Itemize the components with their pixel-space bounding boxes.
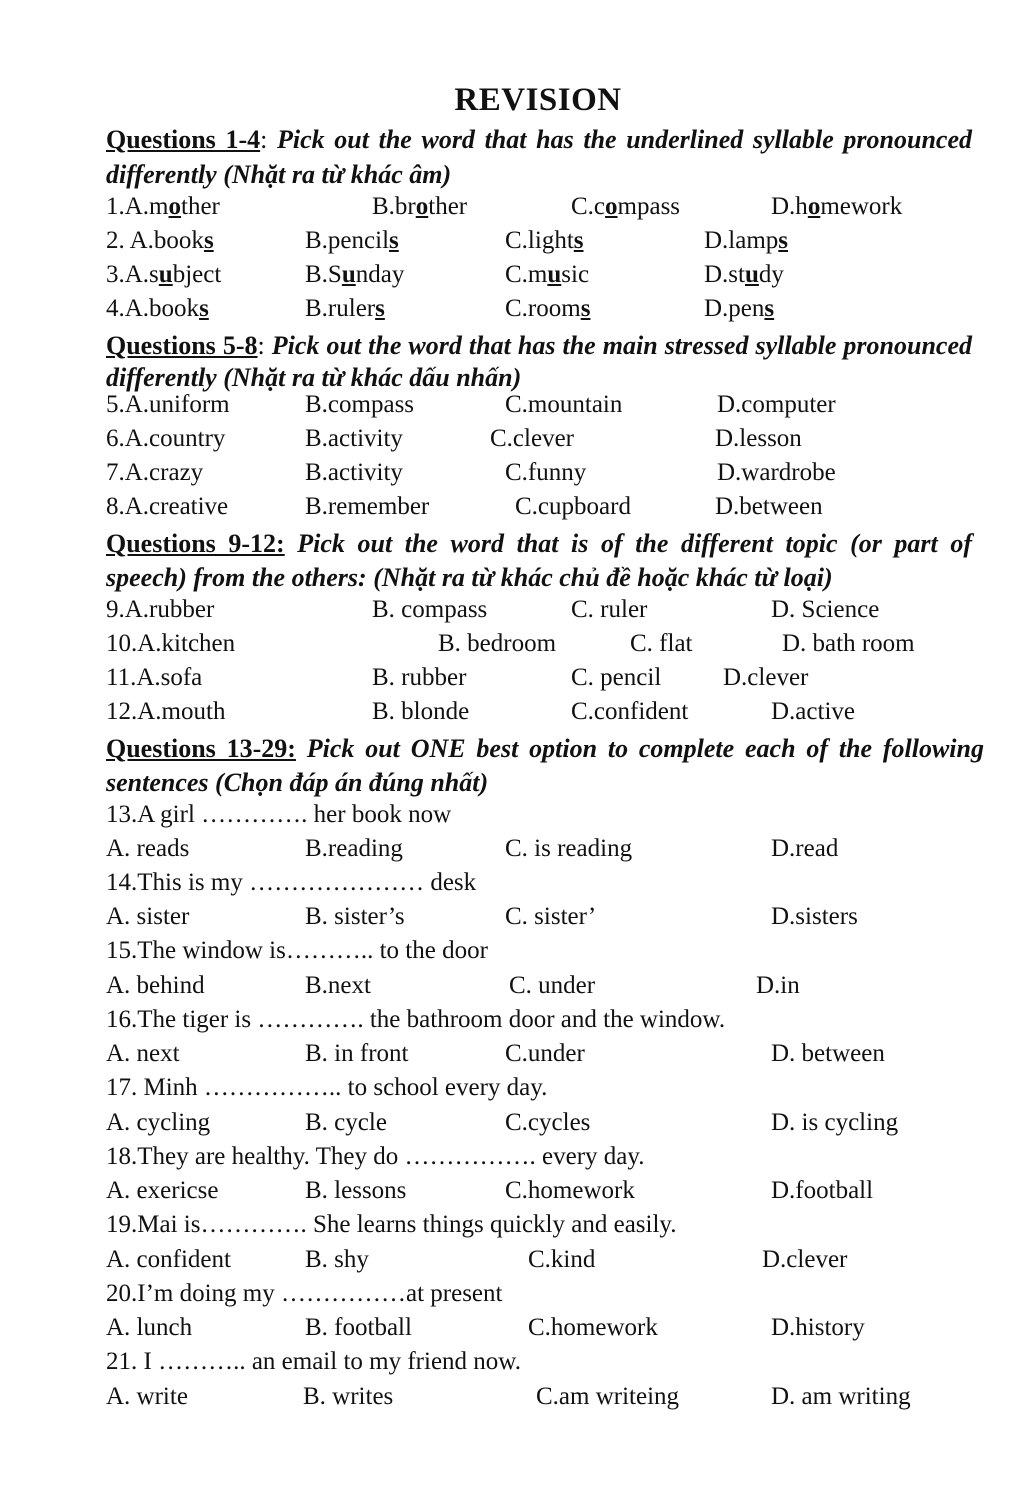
option-b: B. in front bbox=[305, 1040, 409, 1067]
option-a: 3.A.subject bbox=[106, 261, 222, 288]
question-15-stem: 15.The window is……….. to the door bbox=[106, 937, 488, 964]
option-b: B. lessons bbox=[305, 1177, 407, 1204]
option-d: D.clever bbox=[723, 664, 809, 691]
option-b: B. cycle bbox=[305, 1109, 387, 1136]
option-d: D.study bbox=[704, 261, 784, 288]
option-b: B.compass bbox=[305, 391, 415, 418]
option-d: D.clever bbox=[762, 1246, 848, 1273]
question-13-options bbox=[0, 835, 1024, 869]
option-d: D.football bbox=[771, 1177, 874, 1204]
section-2-header-line2: differently (Nhặt ra từ khác dấu nhấn) bbox=[106, 363, 522, 392]
section-1-label: Questions 1-4 bbox=[106, 125, 261, 154]
option-a: 7.A.crazy bbox=[106, 459, 204, 486]
option-b: B. football bbox=[305, 1314, 412, 1341]
option-b: B.Sunday bbox=[305, 261, 405, 288]
question-16-options bbox=[0, 1040, 1024, 1074]
option-c: C.cupboard bbox=[515, 493, 631, 520]
question-row-8 bbox=[0, 493, 1024, 527]
option-c: C. sister’ bbox=[505, 903, 597, 930]
section-4-header-line1: Questions 13-29: Pick out ONE best option to complete each of the following bbox=[106, 734, 984, 763]
option-b: B. shy bbox=[305, 1246, 369, 1273]
page-title: REVISION bbox=[454, 82, 622, 118]
question-14-options bbox=[0, 903, 1024, 937]
question-18-options bbox=[0, 1177, 1024, 1211]
question-16-stem: 16.The tiger is …………. the bathroom door and the window. bbox=[106, 1006, 726, 1033]
section-1-header-line2: differently (Nhặt ra từ khác âm) bbox=[106, 160, 452, 189]
option-c: C.clever bbox=[490, 425, 574, 452]
option-c: C.homework bbox=[528, 1314, 658, 1341]
option-b: B.activity bbox=[305, 459, 403, 486]
question-21-stem: 21. I ……….. an email to my friend now. bbox=[106, 1348, 521, 1375]
option-c: C.lights bbox=[505, 227, 584, 254]
option-c: C.kind bbox=[528, 1246, 596, 1273]
option-d: D.lamps bbox=[704, 227, 789, 254]
option-a: 10.A.kitchen bbox=[106, 630, 236, 657]
question-row-9 bbox=[0, 596, 1024, 630]
section-1-header-line1: Questions 1-4: Pick out the word that has the underlined syllable pronounced bbox=[106, 125, 972, 154]
option-a: A. behind bbox=[106, 972, 205, 999]
option-b: B. writes bbox=[303, 1383, 394, 1410]
option-a: 9.A.rubber bbox=[106, 596, 215, 623]
option-b: B.pencils bbox=[305, 227, 399, 254]
option-a: 8.A.creative bbox=[106, 493, 229, 520]
section-3-label: Questions 9-12: bbox=[106, 529, 285, 558]
option-b: B.brother bbox=[372, 193, 468, 220]
option-c: C. ruler bbox=[571, 596, 648, 623]
option-a: 4.A.books bbox=[106, 295, 209, 322]
option-a: A. next bbox=[106, 1040, 180, 1067]
option-c: C.compass bbox=[571, 193, 681, 220]
option-d: D.read bbox=[771, 835, 839, 862]
option-a: 12.A.mouth bbox=[106, 698, 226, 725]
option-d: D.in bbox=[756, 972, 800, 999]
option-d: D.active bbox=[771, 698, 855, 725]
option-c: C.homework bbox=[505, 1177, 635, 1204]
option-a: 1.A.mother bbox=[106, 193, 220, 220]
option-b: B. bedroom bbox=[438, 630, 557, 657]
question-19-stem: 19.Mai is…………. She learns things quickly and easily. bbox=[106, 1211, 677, 1238]
option-a: A. sister bbox=[106, 903, 190, 930]
option-d: D.sisters bbox=[771, 903, 858, 930]
question-row-5 bbox=[0, 391, 1024, 425]
section-3-header-line2: speech) from the others: (Nhặt ra từ khác chủ đề hoặc khác từ loại) bbox=[106, 563, 833, 592]
option-b: B. blonde bbox=[372, 698, 470, 725]
question-21-options bbox=[0, 1383, 1024, 1417]
option-c: C.confident bbox=[571, 698, 689, 725]
option-b: B.reading bbox=[305, 835, 403, 862]
question-13-stem: 13.A girl …………. her book now bbox=[106, 801, 452, 828]
question-row-10 bbox=[0, 630, 1024, 664]
question-row-3 bbox=[0, 261, 1024, 295]
question-row-4 bbox=[0, 295, 1024, 329]
question-18-stem: 18.They are healthy. They do ……………. every day. bbox=[106, 1143, 645, 1170]
option-d: D.lesson bbox=[715, 425, 802, 452]
option-b: B.rulers bbox=[305, 295, 385, 322]
option-b: B.remember bbox=[305, 493, 430, 520]
option-c: C.music bbox=[505, 261, 590, 288]
question-row-7 bbox=[0, 459, 1024, 493]
option-c: C. pencil bbox=[571, 664, 662, 691]
section-3-header-line1: Questions 9-12: Pick out the word that is of the different topic (or part of bbox=[106, 529, 973, 558]
option-d: D.computer bbox=[717, 391, 836, 418]
option-d: D. bath room bbox=[782, 630, 915, 657]
option-b: B. sister’s bbox=[305, 903, 405, 930]
section-2-label: Questions 5-8 bbox=[106, 331, 258, 360]
section-4-header-line2: sentences (Chọn đáp án đúng nhất) bbox=[106, 768, 489, 797]
option-a: A. cycling bbox=[106, 1109, 211, 1136]
question-row-1 bbox=[0, 193, 1024, 227]
question-row-11 bbox=[0, 664, 1024, 698]
question-15-options bbox=[0, 972, 1024, 1006]
option-c: C.rooms bbox=[505, 295, 591, 322]
option-c: C. under bbox=[509, 972, 596, 999]
option-d: D.history bbox=[771, 1314, 865, 1341]
option-a: A. confident bbox=[106, 1246, 231, 1273]
option-b: B. rubber bbox=[372, 664, 467, 691]
option-a: A. lunch bbox=[106, 1314, 193, 1341]
option-c: C.mountain bbox=[505, 391, 623, 418]
option-c: C.am writeing bbox=[536, 1383, 680, 1410]
option-d: D.pens bbox=[704, 295, 775, 322]
option-c: C.funny bbox=[505, 459, 587, 486]
option-d: D. am writing bbox=[771, 1383, 911, 1410]
option-d: D. Science bbox=[771, 596, 880, 623]
option-a: 5.A.uniform bbox=[106, 391, 230, 418]
question-19-options bbox=[0, 1246, 1024, 1280]
question-20-stem: 20.I’m doing my ……………at present bbox=[106, 1280, 503, 1307]
option-a: 2. A.books bbox=[106, 227, 214, 254]
option-c: C. flat bbox=[630, 630, 693, 657]
question-row-12 bbox=[0, 698, 1024, 732]
option-d: D. is cycling bbox=[771, 1109, 899, 1136]
option-b: B. compass bbox=[372, 596, 488, 623]
option-a: A. exericse bbox=[106, 1177, 219, 1204]
question-row-6 bbox=[0, 425, 1024, 459]
option-b: B.activity bbox=[305, 425, 403, 452]
question-17-stem: 17. Minh …………….. to school every day. bbox=[106, 1074, 548, 1101]
option-a: 6.A.country bbox=[106, 425, 226, 452]
section-2-header-line1: Questions 5-8: Pick out the word that has the main stressed syllable pronounced bbox=[106, 331, 972, 360]
option-b: B.next bbox=[305, 972, 371, 999]
option-a: 11.A.sofa bbox=[106, 664, 203, 691]
option-d: D. between bbox=[771, 1040, 885, 1067]
option-c: C.cycles bbox=[505, 1109, 591, 1136]
option-a: A. write bbox=[106, 1383, 188, 1410]
question-row-2 bbox=[0, 227, 1024, 261]
option-d: D.wardrobe bbox=[717, 459, 836, 486]
section-4-label: Questions 13-29: bbox=[106, 734, 296, 763]
question-17-options bbox=[0, 1109, 1024, 1143]
option-d: D.between bbox=[715, 493, 823, 520]
option-c: C.under bbox=[505, 1040, 585, 1067]
option-c: C. is reading bbox=[505, 835, 633, 862]
question-20-options bbox=[0, 1314, 1024, 1348]
option-d: D.homework bbox=[771, 193, 903, 220]
option-a: A. reads bbox=[106, 835, 190, 862]
question-14-stem: 14.This is my ………………… desk bbox=[106, 869, 477, 896]
